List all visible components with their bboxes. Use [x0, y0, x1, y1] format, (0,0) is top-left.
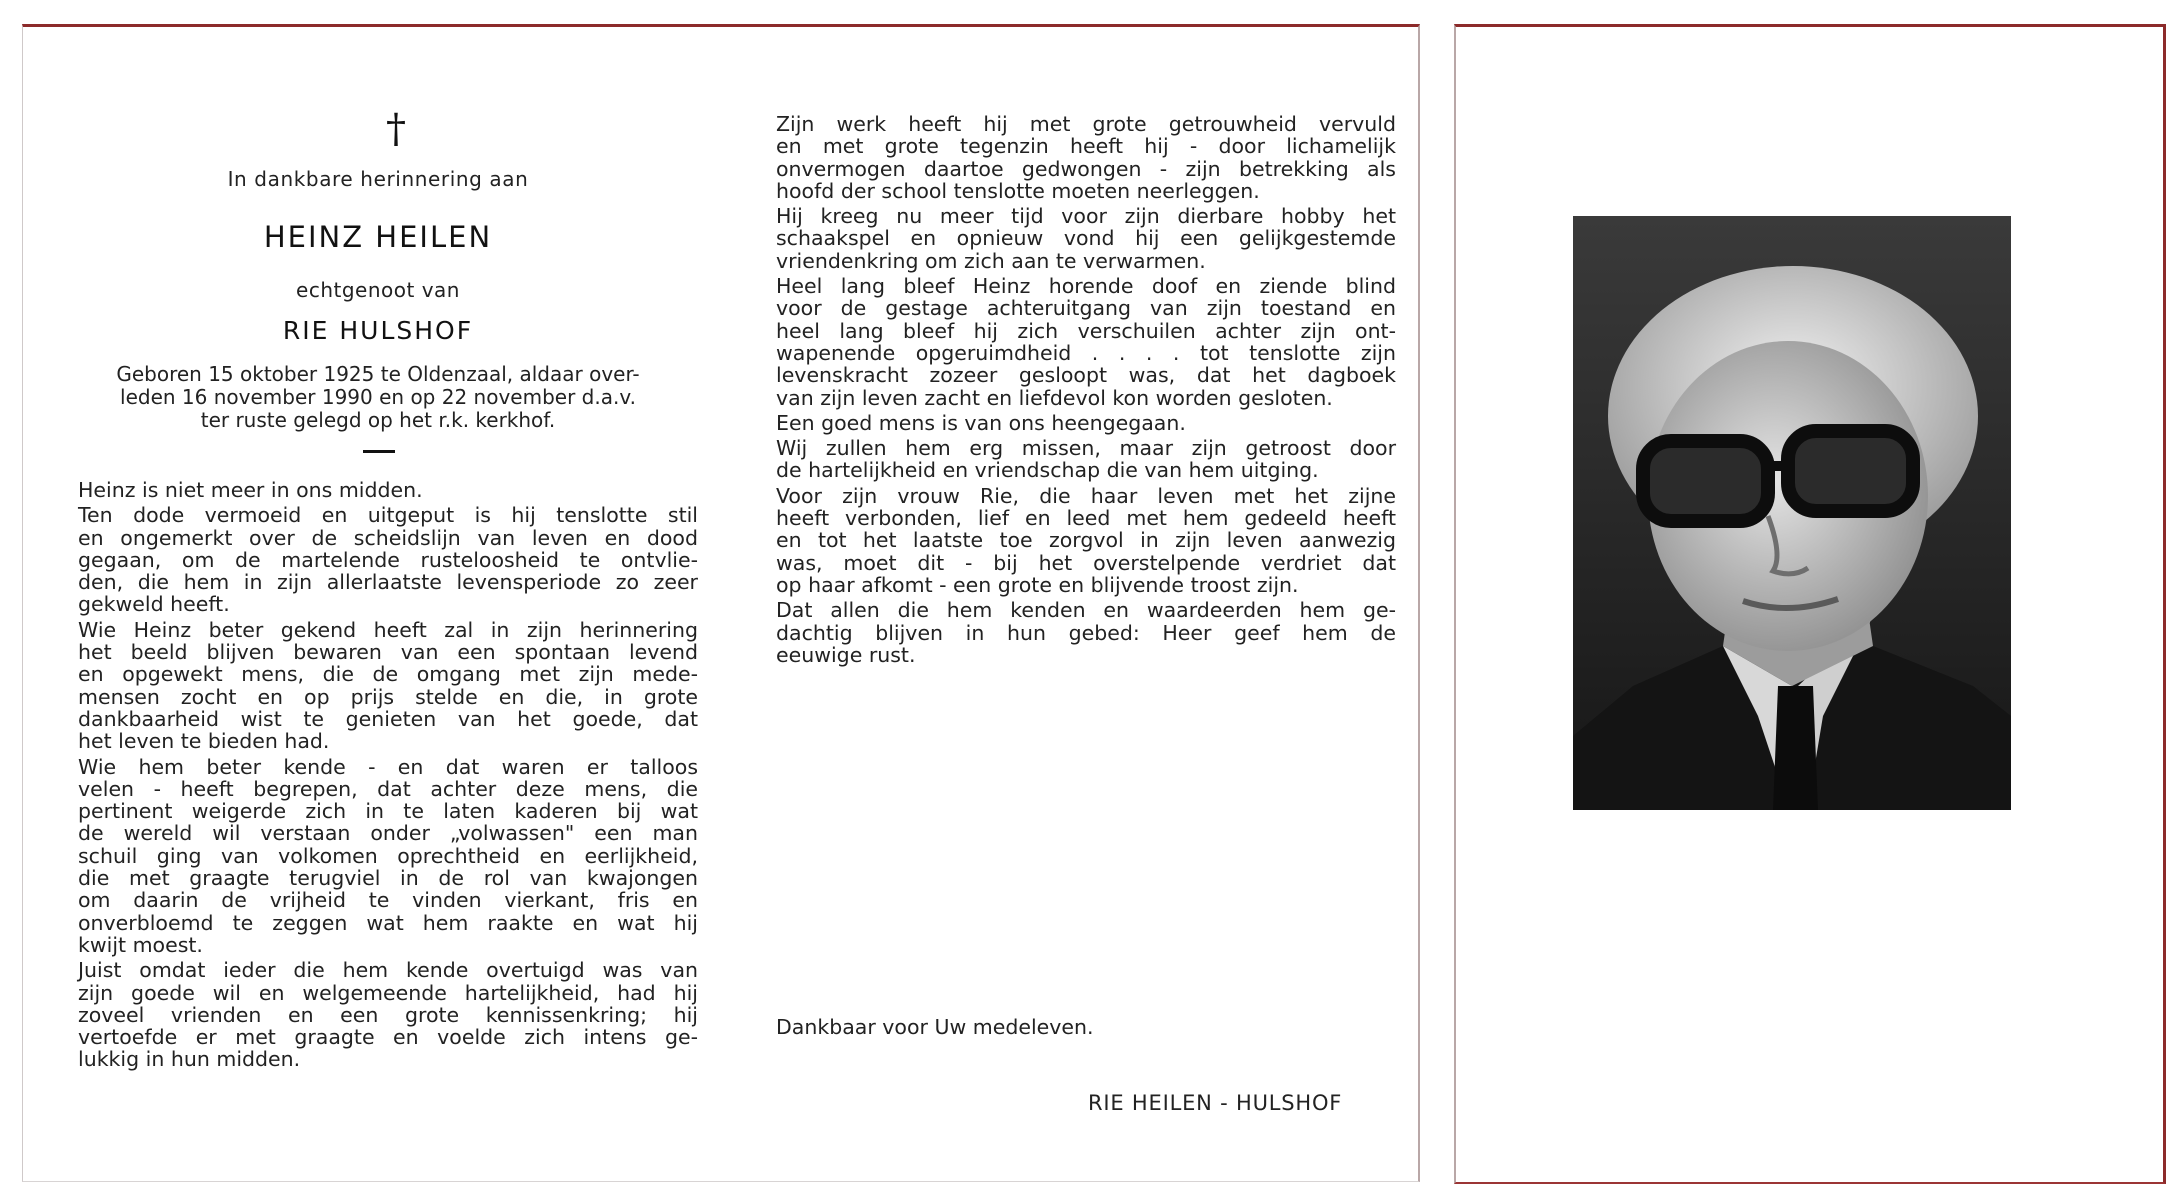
- text-line: van zijn leven zacht en liefdevol kon worden gesloten.: [776, 385, 1333, 410]
- spouse-label: echtgenoot van: [296, 278, 460, 302]
- text-line: die met graagte terugviel in de rol van kwajongen: [78, 866, 698, 891]
- paragraph: [776, 113, 1396, 202]
- text-line: hoofd der school tenslotte moeten neerleggen.: [776, 178, 1260, 203]
- text-line: pertinent weigerde zich in te laten kaderen bij wat: [78, 799, 698, 824]
- text-line: Ten dode vermoeid en uitgeput is hij tenslotte stil: [78, 503, 698, 528]
- text-line: zijn goede wil en welgemeende hartelijkheid, had hij: [78, 980, 698, 1005]
- intro-text: In dankbare herinnering aan: [227, 167, 529, 191]
- paragraph: [776, 485, 1396, 596]
- deceased-name: HEINZ HEILEN: [263, 220, 493, 254]
- text-line: Heinz is niet meer in ons midden.: [78, 478, 423, 502]
- portrait-illustration: [1573, 216, 2011, 810]
- text-line: velen - heeft begrepen, dat achter deze mens, die: [78, 776, 698, 801]
- text-line: levenskracht zozeer gesloopt was, dat het dagboek: [776, 363, 1396, 388]
- portrait-photo: [1573, 216, 2011, 810]
- paragraph: [78, 756, 698, 957]
- paragraph: [776, 437, 1396, 482]
- text-line: en tot het laatste toe zorgvol in zijn leven aanwezig: [776, 528, 1396, 553]
- text-line: en met grote tegenzin heeft hij - door lichamelijk: [776, 134, 1396, 159]
- text-line: en opgewekt mens, die de omgang met zijn mede-: [78, 662, 698, 687]
- text-line: Een goed mens is van ons heengegaan.: [776, 410, 1186, 435]
- text-line: vriendenkring om zich aan te verwarmen.: [776, 248, 1206, 273]
- text-line: en ongemerkt over de scheidslijn van leven en dood: [78, 525, 698, 550]
- bio-line: leden 16 november 1990 en op 22 november d.a.v.: [120, 385, 636, 409]
- text-line: eeuwige rust.: [776, 642, 916, 667]
- text-line: dachtig blijven in hun gebed: Heer geef hem de: [776, 620, 1396, 645]
- paragraph: [78, 479, 698, 501]
- text-line: op haar afkomt - een grote en blijvende troost zijn.: [776, 572, 1299, 597]
- text-line: de wereld wil verstaan onder „volwassen" een man: [78, 821, 698, 846]
- spouse-name: RIE HULSHOF: [282, 316, 474, 345]
- bio-line: ter ruste gelegd op het r.k. kerkhof.: [200, 408, 556, 432]
- text-line: Zijn werk heeft hij met grote getrouwheid vervuld: [776, 112, 1396, 136]
- paragraph: [776, 275, 1396, 409]
- text-line: gekweld heeft.: [78, 592, 230, 617]
- text-line: het beeld blijven bewaren van een spontaan levend: [78, 640, 698, 665]
- text-line: heel lang bleef hij zich verschuilen achter zijn ont-: [776, 318, 1396, 343]
- left-text: [78, 479, 698, 1074]
- text-line: onverbloemd te zeggen wat hem raakte en wat hij: [78, 910, 698, 935]
- paragraph: [776, 412, 1396, 434]
- cross-icon: †: [386, 106, 406, 152]
- text-line: Voor zijn vrouw Rie, die haar leven met het zijne: [776, 483, 1396, 508]
- text-line: het leven te bieden had.: [78, 729, 330, 754]
- text-line: Heel lang bleef Heinz horende doof en ziende blind: [776, 274, 1396, 299]
- text-line: Dat allen die hem kenden en waardeerden hem ge-: [776, 598, 1396, 623]
- paragraph: [78, 619, 698, 753]
- text-line: zoveel vrienden en een grote kennissenkring; hij: [78, 1002, 698, 1027]
- paragraph: [78, 959, 698, 1070]
- paragraph: [776, 205, 1396, 272]
- right-text: [776, 113, 1396, 669]
- text-line: dankbaarheid wist te genieten van het goede, dat: [78, 706, 698, 731]
- text-line: Hij kreeg nu meer tijd voor zijn dierbare hobby het: [776, 204, 1396, 229]
- text-line: voor de gestage achteruitgang van zijn toestand en: [776, 296, 1396, 321]
- paragraph: [78, 504, 698, 615]
- text-line: Wie Heinz beter gekend heeft zal in zijn herinnering: [78, 617, 698, 642]
- text-line: heeft verbonden, lief en leed met hem gedeeld heeft: [776, 506, 1396, 531]
- text-line: Wie hem beter kende - en dat waren er talloos: [78, 754, 698, 779]
- divider: [363, 450, 395, 453]
- bio-line: Geboren 15 oktober 1925 te Oldenzaal, aldaar over-: [116, 362, 640, 386]
- text-line: was, moet dit - bij het overstelpende verdriet dat: [776, 550, 1396, 575]
- text-line: vertoefde er met graagte en voelde zich intens ge-: [78, 1025, 698, 1050]
- text-line: onvermogen daartoe gedwongen - zijn betrekking als: [776, 156, 1396, 181]
- paragraph: [776, 599, 1396, 666]
- text-line: Wij zullen hem erg missen, maar zijn getroost door: [776, 436, 1396, 461]
- text-line: de hartelijkheid en vriendschap die van hem uitging.: [776, 458, 1319, 483]
- bio-block: [78, 363, 678, 432]
- text-line: wapenende opgeruimdheid . . . . tot tenslotte zijn: [776, 340, 1396, 365]
- text-line: om daarin de vrijheid te vinden vierkant, fris en: [78, 888, 698, 913]
- text-line: schaakspel en opnieuw vond hij een gelijkgestemde: [776, 226, 1396, 251]
- text-line: schuil ging van volkomen oprechtheid en eerlijkheid,: [78, 843, 698, 868]
- text-line: den, die hem in zijn allerlaatste levensperiode zo zeer: [78, 570, 698, 595]
- text-line: lukkig in hun midden.: [78, 1047, 301, 1072]
- text-line: Juist omdat ieder die hem kende overtuigd was van: [78, 958, 698, 983]
- text-line: gegaan, om de martelende rusteloosheid te ontvlie-: [78, 547, 698, 572]
- closing-text: Dankbaar voor Uw medeleven.: [776, 1015, 1094, 1039]
- text-line: mensen zocht en op prijs stelde en die, in grote: [78, 684, 698, 709]
- text-line: kwijt moest.: [78, 932, 203, 957]
- signature: RIE HEILEN - HULSHOF: [1088, 1091, 1343, 1115]
